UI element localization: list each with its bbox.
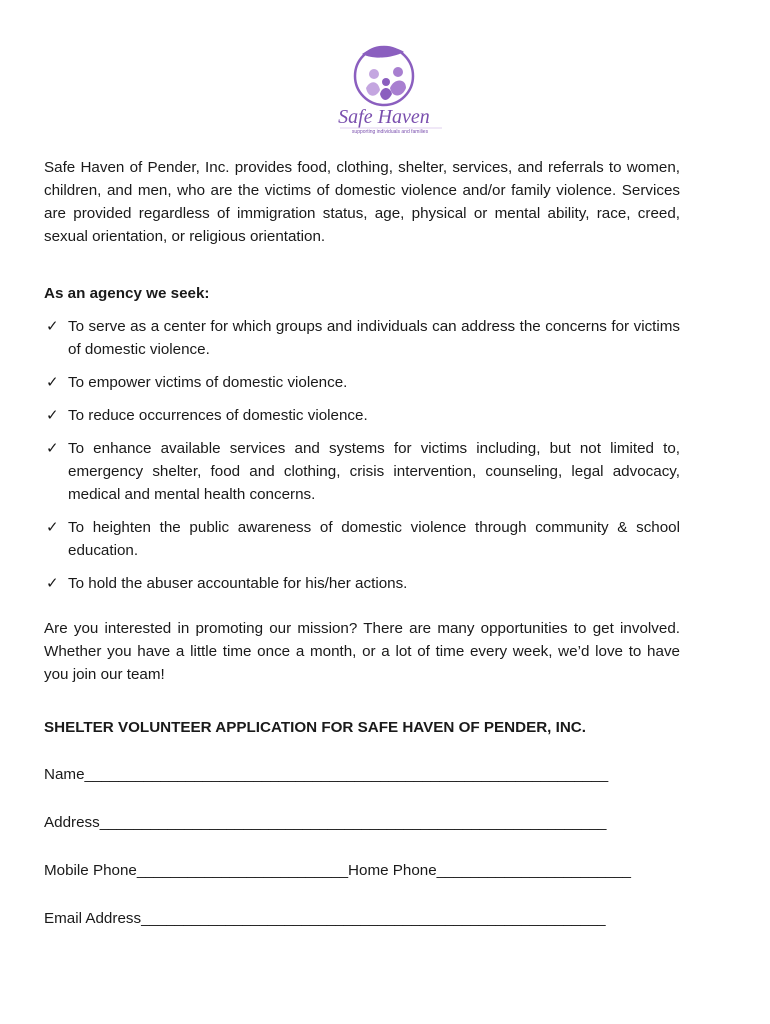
- checkmark-icon: ✓: [46, 317, 59, 335]
- list-item: ✓ To empower victims of domestic violence.: [44, 371, 680, 394]
- phone-field[interactable]: Mobile Phone_________________________Home Phone_______________________: [44, 862, 631, 879]
- checkmark-icon: ✓: [46, 439, 59, 457]
- checkmark-icon: ✓: [46, 406, 59, 424]
- document-body: [44, 156, 680, 930]
- logo-tagline: supporting individuals and families: [351, 129, 429, 135]
- address-field[interactable]: Address____________________________________________________________: [44, 814, 607, 831]
- safe-haven-logo: [318, 40, 450, 136]
- interest-paragraph: Are you interested in promoting our mission? There are many opportunities to get involved. Whether you have a little time once a month, or a lot of time every week, we’d love to have you join our team!: [44, 620, 680, 683]
- list-item: ✓ To hold the abuser accountable for his/her actions.: [44, 572, 680, 595]
- list-item: ✓ To reduce occurrences of domestic violence.: [44, 404, 680, 427]
- list-item: ✓ To serve as a center for which groups and individuals can address the concerns for victims of domestic violence.: [46, 317, 680, 358]
- seek-heading: As an agency we seek:: [44, 285, 210, 302]
- logo-title: Safe Haven: [338, 106, 430, 128]
- list-item: ✓ To heighten the public awareness of domestic violence through community & school education.: [46, 518, 680, 559]
- list-item: ✓ To enhance available services and systems for victims including, but not limited to, emergency shelter, food and clothing, crisis intervention, counseling, legal advocacy, medical and mental health concerns.: [46, 439, 680, 503]
- email-field[interactable]: Email Address_______________________________________________________: [44, 910, 606, 927]
- checkmark-icon: ✓: [46, 518, 59, 536]
- checkmark-icon: ✓: [46, 574, 59, 592]
- checkmark-icon: ✓: [46, 373, 59, 391]
- logo-emblem-icon: [318, 40, 450, 136]
- intro-paragraph: Safe Haven of Pender, Inc. provides food, clothing, shelter, services, and referrals to women, children, and men, who are the victims of domestic violence and/or family violence. Services are provided regardless of immigration status, age, physical or mental ability, race, creed, sexual orientation, or religious orientation.: [44, 159, 680, 245]
- goals-list: [44, 315, 680, 595]
- name-field[interactable]: Name______________________________________________________________: [44, 766, 609, 783]
- application-title: SHELTER VOLUNTEER APPLICATION FOR SAFE HAVEN OF PENDER, INC.: [44, 719, 586, 736]
